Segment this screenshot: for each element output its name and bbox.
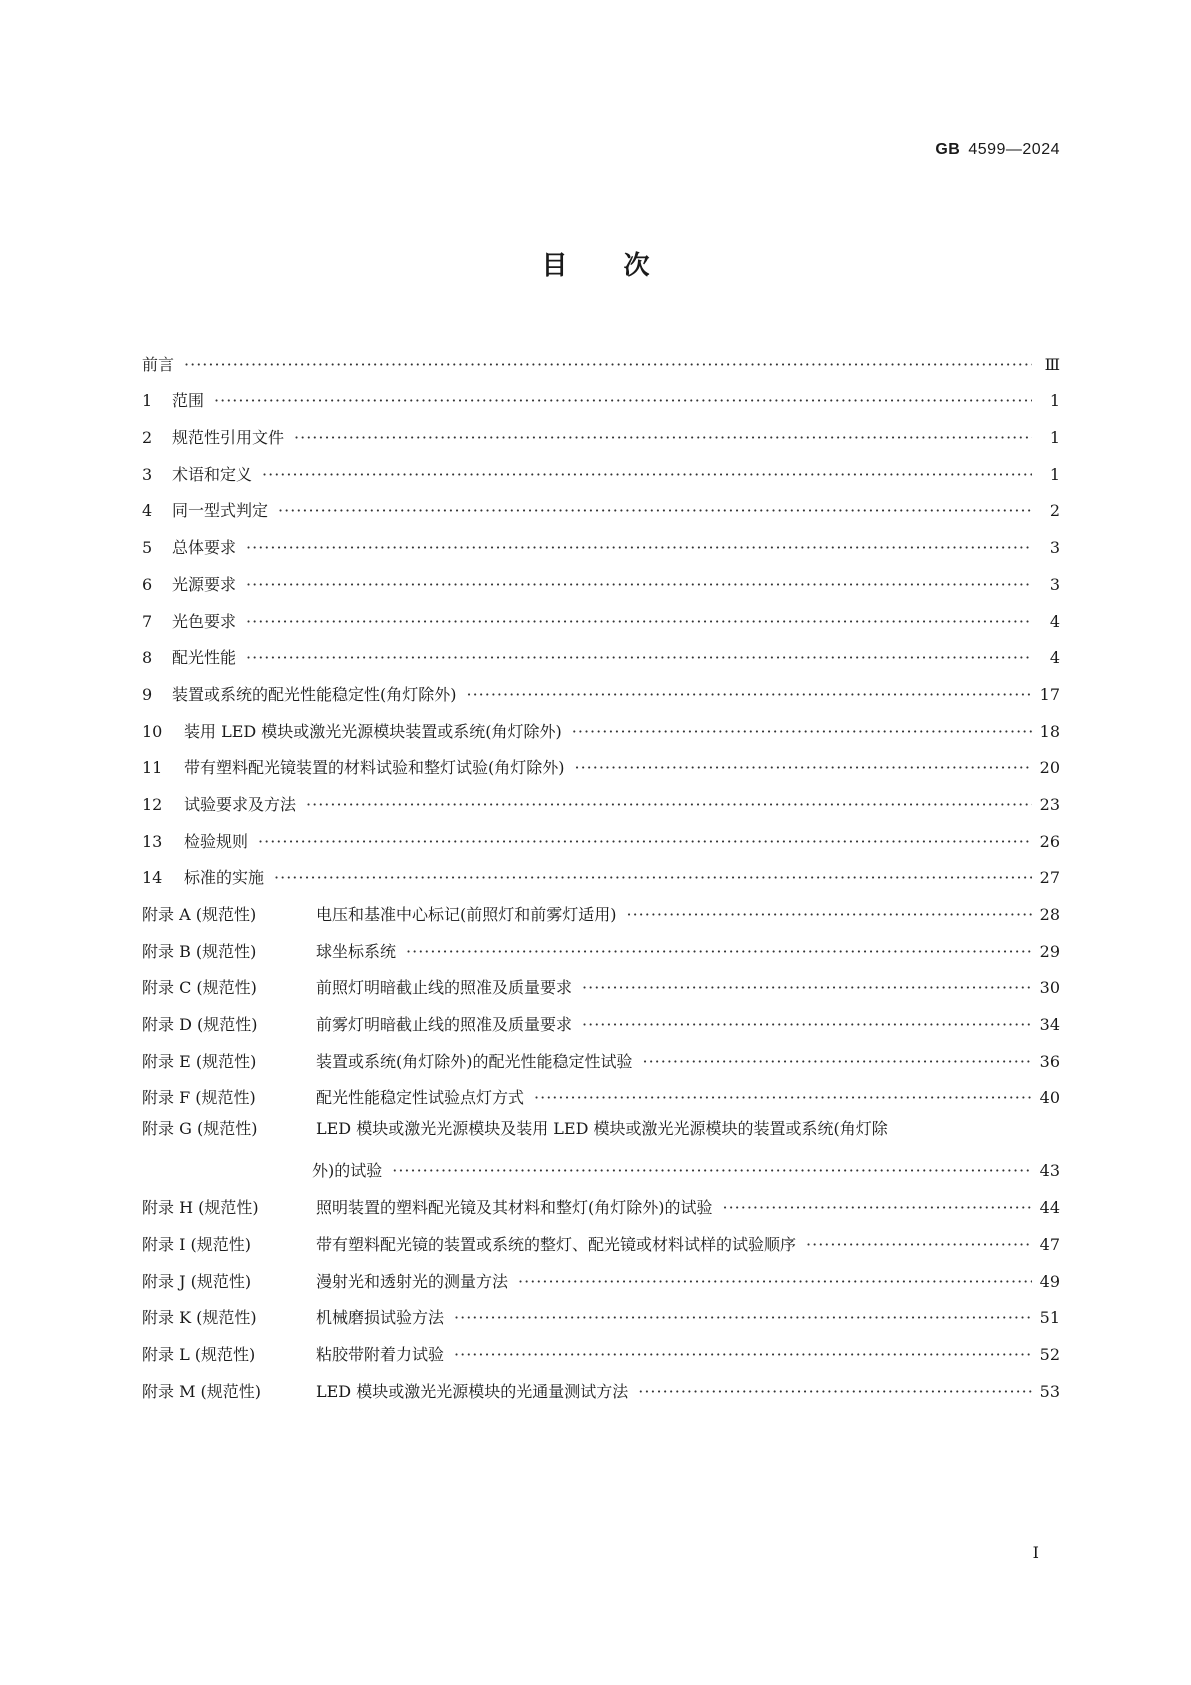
dot-leader bbox=[582, 1015, 1032, 1035]
toc-entry-title: 术语和定义 bbox=[172, 464, 253, 484]
toc-entry-page: 23 bbox=[1039, 794, 1060, 814]
toc-annex-g[interactable] bbox=[142, 1108, 1060, 1139]
dot-leader bbox=[643, 1052, 1033, 1072]
toc-entry[interactable] bbox=[142, 815, 1060, 852]
dot-leader bbox=[258, 832, 1032, 852]
annex-label: 附录 I (规范性) bbox=[142, 1234, 251, 1254]
toc-entry[interactable] bbox=[142, 742, 1060, 779]
annex-page: 51 bbox=[1039, 1308, 1060, 1328]
standard-number: 4599—2024 bbox=[968, 141, 1060, 158]
dot-leader bbox=[467, 685, 1033, 705]
annex-page: 53 bbox=[1039, 1381, 1060, 1401]
dot-leader bbox=[262, 465, 1032, 485]
annex-label: 附录 H (规范性) bbox=[142, 1198, 259, 1218]
toc-entry-page: 18 bbox=[1039, 721, 1060, 741]
toc-entry[interactable] bbox=[142, 852, 1060, 889]
annex-title: LED 模块或激光光源模块及装用 LED 模块或激光光源模块的装置或系统(角灯除 bbox=[316, 1119, 888, 1139]
annex-title: LED 模块或激光光源模块的光通量测试方法 bbox=[316, 1381, 629, 1401]
annex-title: 带有塑料配光镜的装置或系统的整灯、配光镜或材料试样的试验顺序 bbox=[316, 1234, 797, 1254]
toc-entry[interactable] bbox=[142, 375, 1060, 412]
dot-leader bbox=[214, 391, 1032, 411]
toc-annex-c[interactable] bbox=[142, 962, 1060, 999]
toc-entry-page: 3 bbox=[1049, 574, 1060, 594]
dot-leader bbox=[184, 355, 1032, 375]
toc-entry-number: 11 bbox=[142, 758, 163, 778]
toc-entry-title: 总体要求 bbox=[172, 538, 237, 558]
annex-title: 配光性能稳定性试验点灯方式 bbox=[316, 1088, 525, 1108]
dot-leader bbox=[454, 1345, 1032, 1365]
annex-title: 机械磨损试验方法 bbox=[316, 1308, 445, 1328]
annex-page: 40 bbox=[1039, 1088, 1060, 1108]
annex-label: 附录 L (规范性) bbox=[142, 1344, 256, 1364]
dot-leader bbox=[454, 1308, 1032, 1328]
toc-annex-g-continued[interactable] bbox=[142, 1139, 1060, 1181]
annex-label: 附录 B (规范性) bbox=[142, 941, 257, 961]
toc-entry-page: 1 bbox=[1049, 428, 1060, 448]
annex-page: 52 bbox=[1039, 1344, 1060, 1364]
dot-leader bbox=[406, 942, 1032, 962]
annex-page: 30 bbox=[1039, 978, 1060, 998]
dot-leader bbox=[246, 538, 1032, 558]
toc-entry-number: 13 bbox=[142, 831, 163, 851]
toc-entry-page: 3 bbox=[1049, 538, 1060, 558]
dot-leader bbox=[582, 978, 1032, 998]
toc-entry-foreword[interactable] bbox=[142, 338, 1060, 375]
annex-title: 漫射光和透射光的测量方法 bbox=[316, 1271, 509, 1291]
toc-annex-a[interactable] bbox=[142, 888, 1060, 925]
annex-label: 附录 C (规范性) bbox=[142, 978, 257, 998]
table-of-contents bbox=[142, 338, 1060, 1402]
toc-entry[interactable] bbox=[142, 632, 1060, 669]
toc-entry[interactable] bbox=[142, 595, 1060, 632]
toc-entry-number: 14 bbox=[142, 868, 163, 888]
toc-entry[interactable] bbox=[142, 521, 1060, 558]
annex-label: 附录 D (规范性) bbox=[142, 1015, 258, 1035]
toc-entry-number: 10 bbox=[142, 721, 163, 741]
annex-title: 球坐标系统 bbox=[316, 941, 397, 961]
toc-entry-page: 26 bbox=[1039, 831, 1060, 851]
toc-annex-k[interactable] bbox=[142, 1292, 1060, 1329]
toc-entry[interactable] bbox=[142, 558, 1060, 595]
toc-entry-page: 1 bbox=[1049, 464, 1060, 484]
dot-leader bbox=[806, 1235, 1032, 1255]
toc-entry-title: 装置或系统的配光性能稳定性(角灯除外) bbox=[172, 684, 457, 704]
toc-entry-title: 标准的实施 bbox=[184, 868, 265, 888]
annex-label: 附录 A (规范性) bbox=[142, 905, 257, 924]
toc-entry-page: 27 bbox=[1039, 868, 1060, 888]
footer-page-number: I bbox=[1032, 1543, 1039, 1562]
toc-entry-number: 2 bbox=[142, 428, 153, 448]
dot-leader bbox=[534, 1088, 1032, 1108]
annex-title: 粘胶带附着力试验 bbox=[316, 1344, 445, 1364]
dot-leader bbox=[306, 795, 1032, 815]
toc-entry-title: 光源要求 bbox=[172, 574, 237, 594]
toc-entry-title: 装用 LED 模块或激光光源模块装置或系统(角灯除外) bbox=[184, 721, 562, 741]
toc-annex-l[interactable] bbox=[142, 1328, 1060, 1365]
dot-leader bbox=[274, 868, 1032, 888]
annex-page: 28 bbox=[1039, 905, 1060, 924]
toc-entry-page: 1 bbox=[1049, 391, 1060, 411]
dot-leader bbox=[627, 905, 1033, 925]
annex-label: 附录 J (规范性) bbox=[142, 1271, 252, 1291]
annex-label: 附录 F (规范性) bbox=[142, 1088, 256, 1108]
toc-entry-page: 4 bbox=[1049, 611, 1060, 631]
annex-page: 29 bbox=[1039, 941, 1060, 961]
annex-page: 43 bbox=[1039, 1161, 1060, 1181]
annex-title-continued: 外)的试验 bbox=[312, 1161, 383, 1181]
toc-entry[interactable] bbox=[142, 705, 1060, 742]
annex-page: 34 bbox=[1039, 1015, 1060, 1035]
toc-entry-title: 带有塑料配光镜装置的材料试验和整灯试验(角灯除外) bbox=[184, 758, 565, 778]
dot-leader bbox=[392, 1161, 1032, 1181]
toc-entry-title: 范围 bbox=[172, 391, 205, 411]
dot-leader bbox=[246, 648, 1032, 668]
toc-entry-page: 17 bbox=[1039, 684, 1060, 704]
document-code bbox=[935, 139, 1060, 159]
dot-leader bbox=[575, 758, 1033, 778]
toc-annex-b[interactable] bbox=[142, 925, 1060, 962]
dot-leader bbox=[572, 722, 1032, 742]
toc-entry-number: 5 bbox=[142, 538, 153, 558]
toc-entry-number: 9 bbox=[142, 684, 153, 704]
toc-annex-f[interactable] bbox=[142, 1072, 1060, 1109]
toc-entry-page: 2 bbox=[1049, 501, 1060, 521]
standard-prefix: GB bbox=[935, 141, 961, 158]
toc-entry-title: 配光性能 bbox=[172, 648, 237, 668]
annex-title: 前雾灯明暗截止线的照准及质量要求 bbox=[316, 1015, 573, 1035]
toc-entry-number: 4 bbox=[142, 501, 153, 521]
toc-entry-title: 试验要求及方法 bbox=[184, 794, 297, 814]
toc-entry-number: 7 bbox=[142, 611, 153, 631]
toc-annex-d[interactable] bbox=[142, 998, 1060, 1035]
toc-entry-title: 光色要求 bbox=[172, 611, 237, 631]
toc-entry-number: 1 bbox=[142, 391, 153, 411]
toc-entry-title: 同一型式判定 bbox=[172, 501, 269, 521]
dot-leader bbox=[723, 1198, 1033, 1218]
toc-entry-title: 前言 bbox=[142, 354, 175, 374]
annex-title: 电压和基准中心标记(前照灯和前雾灯适用) bbox=[316, 905, 617, 924]
toc-annex-m[interactable] bbox=[142, 1365, 1060, 1402]
toc-annex-e[interactable] bbox=[142, 1035, 1060, 1072]
annex-title: 装置或系统(角灯除外)的配光性能稳定性试验 bbox=[316, 1051, 633, 1071]
annex-label: 附录 G (规范性) bbox=[142, 1119, 258, 1139]
toc-entry-page: 20 bbox=[1039, 758, 1060, 778]
toc-entry[interactable] bbox=[142, 448, 1060, 485]
toc-entry-title: 检验规则 bbox=[184, 831, 249, 851]
toc-entry[interactable] bbox=[142, 668, 1060, 705]
toc-entry[interactable] bbox=[142, 778, 1060, 815]
toc-entry-page: 4 bbox=[1049, 648, 1060, 668]
toc-entry-page: Ⅲ bbox=[1044, 354, 1060, 374]
toc-annex-h[interactable] bbox=[142, 1181, 1060, 1218]
toc-entry-number: 8 bbox=[142, 648, 153, 668]
annex-page: 47 bbox=[1039, 1234, 1060, 1254]
toc-entry-number: 12 bbox=[142, 794, 163, 814]
dot-leader bbox=[246, 575, 1032, 595]
annex-label: 附录 E (规范性) bbox=[142, 1051, 257, 1071]
dot-leader bbox=[278, 501, 1032, 521]
annex-title: 照明装置的塑料配光镜及其材料和整灯(角灯除外)的试验 bbox=[316, 1198, 713, 1218]
toc-entry-title: 规范性引用文件 bbox=[172, 428, 285, 448]
toc-annex-i[interactable] bbox=[142, 1218, 1060, 1255]
annex-label: 附录 M (规范性) bbox=[142, 1381, 262, 1401]
toc-entry[interactable] bbox=[142, 485, 1060, 522]
toc-annex-j[interactable] bbox=[142, 1255, 1060, 1292]
toc-entry-number: 3 bbox=[142, 464, 153, 484]
dot-leader bbox=[246, 612, 1032, 632]
toc-entry[interactable] bbox=[142, 411, 1060, 448]
annex-title: 前照灯明暗截止线的照准及质量要求 bbox=[316, 978, 573, 998]
dot-leader bbox=[518, 1272, 1032, 1292]
page-title: 目次 bbox=[541, 251, 706, 281]
dot-leader bbox=[638, 1382, 1032, 1402]
annex-label: 附录 K (规范性) bbox=[142, 1308, 257, 1328]
annex-page: 49 bbox=[1039, 1271, 1060, 1291]
annex-page: 36 bbox=[1039, 1051, 1060, 1071]
dot-leader bbox=[294, 428, 1032, 448]
annex-page: 44 bbox=[1039, 1198, 1060, 1218]
toc-entry-number: 6 bbox=[142, 574, 153, 594]
